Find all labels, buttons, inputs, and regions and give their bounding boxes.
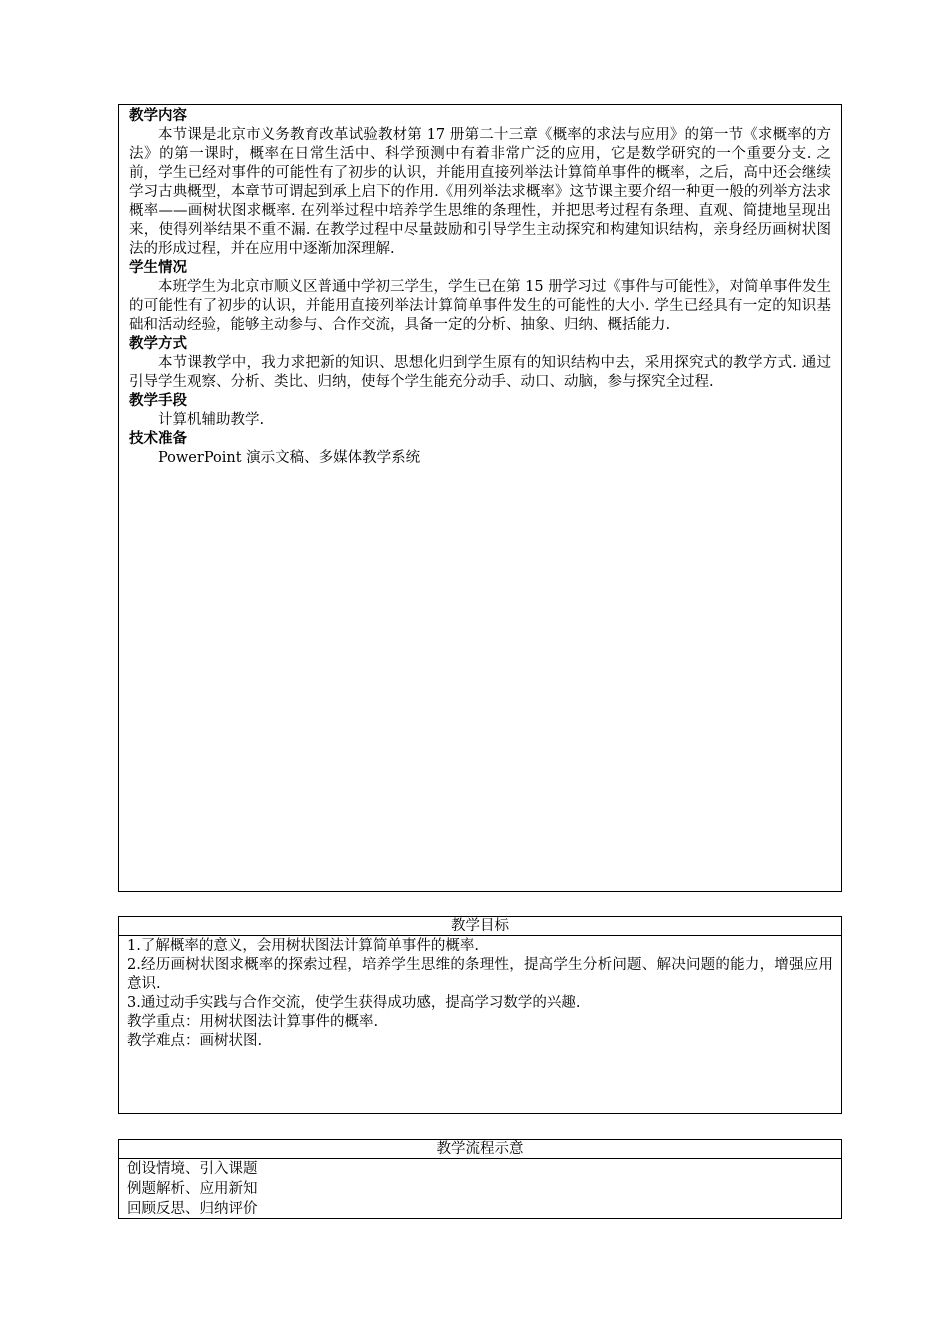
goal-item: 2.经历画树状图求概率的探索过程，培养学生思维的条理性，提高学生分析问题、解决问题的能力，增强应用意识. <box>127 957 833 992</box>
flow-step: 例题解析、应用新知 <box>127 1181 258 1197</box>
teaching-means-text: 计算机辅助教学. <box>158 412 265 428</box>
lesson-overview-box <box>118 104 842 892</box>
difficult-point: 教学难点：画树状图. <box>127 1033 263 1049</box>
heading-teaching-method: 教学方式 <box>129 336 187 352</box>
teaching-method-text: 本节课教学中，我力求把新的知识、思想化归到学生原有的知识结构中去，采用探究式的教学方式. 通过引导学生观察、分析、类比、归纳，使每个学生能充分动手、动口、动脑，参与探究全过程. <box>129 355 831 390</box>
flow-step: 回顾反思、归纳评价 <box>127 1201 258 1217</box>
teaching-goals-box <box>118 916 842 1114</box>
student-situation-text: 本班学生为北京市顺义区普通中学初三学生，学生已在第 15 册学习过《事件与可能性》，对简单事件发生的可能性有了初步的认识，并能用直接列举法计算简单事件发生的可能性的大小. 学生已经具有一定的知识基础和活动经验，能够主动参与、合作交流，具备一定的分析、抽象、归纳、概括能力. <box>129 279 831 333</box>
heading-tech-prep: 技术准备 <box>129 431 187 447</box>
teaching-flow-title: 教学流程示意 <box>119 1140 841 1159</box>
heading-student-situation: 学生情况 <box>129 260 187 276</box>
teaching-content-text: 本节课是北京市义务教育改革试验教材第 17 册第二十三章《概率的求法与应用》的第一节《求概率的方法》的第一课时，概率在日常生活中、科学预测中有着非常广泛的应用，它是数学研究的一个重要分支. 之前，学生已经对事件的可能性有了初步的认识，并能用直接列举法计算简单事件的概率，之后，高中还会继续学习古典概型，本章节可谓起到承上启下的作用.《用列举法求概率》这节课主要介绍一种更一般的列举方法求概率——画树状图求概率. 在列举过程中培养学生思维的条理性，并把思考过程有条理、直观、简捷地呈现出来，使得列举结果不重不漏. 在教学过程中尽量鼓励和引导学生主动探究和构建知识结构，亲身经历画树状图法的形成过程，并在应用中逐渐加深理解. <box>129 127 831 257</box>
teaching-goals-title: 教学目标 <box>119 917 841 936</box>
goal-item: 3.通过动手实践与合作交流，使学生获得成功感，提高学习数学的兴趣. <box>127 995 581 1011</box>
heading-teaching-means: 教学手段 <box>129 393 187 409</box>
goal-item: 1.了解概率的意义，会用树状图法计算简单事件的概率. <box>127 938 479 954</box>
heading-teaching-content: 教学内容 <box>129 108 187 124</box>
key-point: 教学重点：用树状图法计算事件的概率. <box>127 1014 379 1030</box>
tech-prep-text: PowerPoint 演示文稿、多媒体教学系统 <box>158 450 421 466</box>
flow-step: 创设情境、引入课题 <box>127 1161 258 1177</box>
teaching-flow-box <box>118 1139 842 1219</box>
